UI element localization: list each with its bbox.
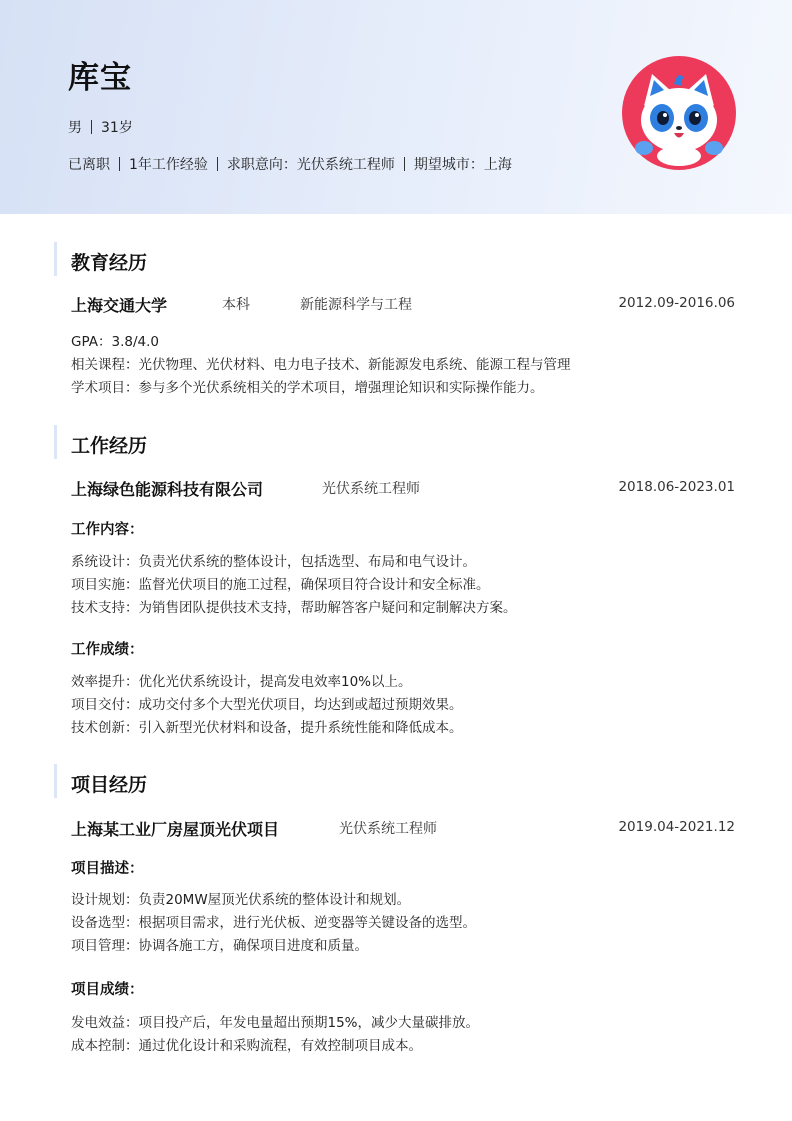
avatar	[622, 56, 736, 170]
work-achievements	[71, 671, 463, 740]
divider	[217, 157, 218, 171]
job-intent: 求职意向：光伏系统工程师	[226, 157, 395, 173]
divider	[404, 157, 405, 171]
project-name: 上海某工业厂房屋顶光伏项目	[71, 820, 280, 839]
project-date: 2019.04-2021.12	[618, 819, 735, 835]
divider	[91, 120, 92, 134]
education-line: 相关课程：光伏物理、光伏材料、电力电子技术、新能源发电系统、能源工程与管理	[71, 357, 571, 373]
major: 新能源科学与工程	[300, 297, 412, 313]
work-achievement-title: 工作成绩：	[71, 642, 144, 658]
project-desc-line: 设计规划：负责20MW屋顶光伏系统的整体设计和规划。	[71, 892, 411, 908]
education-line: GPA：3.8/4.0	[71, 334, 159, 350]
education-date: 2012.09-2016.06	[618, 295, 735, 311]
work-content	[71, 551, 517, 620]
work-achievement-line: 项目交付：成功交付多个大型光伏项目，均达到或超过预期效果。	[71, 697, 463, 713]
section-accent-bar	[54, 425, 57, 459]
section-accent-bar	[54, 764, 57, 798]
project-desc-title: 项目描述：	[71, 861, 144, 877]
job-info	[68, 154, 512, 174]
project-desc-line: 项目管理：协调各施工方，确保项目进度和质量。	[71, 938, 368, 954]
age: 31岁	[101, 120, 133, 136]
basic-info	[68, 117, 133, 137]
resume-header	[0, 0, 792, 214]
project-result-line: 成本控制：通过优化设计和采购流程，有效控制项目成本。	[71, 1038, 422, 1054]
employment-status: 已离职	[68, 157, 110, 173]
project-section-title: 项目经历	[71, 774, 148, 796]
work-content-line: 项目实施：监督光伏项目的施工过程，确保项目符合设计和安全标准。	[71, 577, 490, 593]
work-content-line: 系统设计：负责光伏系统的整体设计，包括选型、布局和电气设计。	[71, 554, 476, 570]
project-result-line: 发电效益：项目投产后，年发电量超出预期15%，减少大量碳排放。	[71, 1015, 480, 1031]
job-role: 光伏系统工程师	[322, 481, 420, 497]
project-desc-line: 设备选型：根据项目需求，进行光伏板、逆变器等关键设备的选型。	[71, 915, 476, 931]
work-content-title: 工作内容：	[71, 522, 144, 538]
project-result-title: 项目成绩：	[71, 982, 144, 998]
candidate-name: 库宝	[68, 60, 132, 96]
company-name: 上海绿色能源科技有限公司	[71, 480, 264, 499]
expected-city: 期望城市：上海	[413, 157, 512, 173]
section-accent-bar	[54, 242, 57, 276]
degree: 本科	[222, 297, 250, 313]
education-details	[71, 331, 571, 400]
education-section-title: 教育经历	[71, 252, 148, 274]
work-section-title: 工作经历	[71, 435, 148, 457]
education-line: 学术项目：参与多个光伏系统相关的学术项目，增强理论知识和实际操作能力。	[71, 380, 544, 396]
work-date: 2018.06-2023.01	[618, 479, 735, 495]
divider	[119, 157, 120, 171]
project-results	[71, 1012, 479, 1058]
school-name: 上海交通大学	[71, 296, 168, 315]
gender: 男	[68, 120, 82, 136]
project-role: 光伏系统工程师	[339, 821, 437, 837]
work-achievement-line: 技术创新：引入新型光伏材料和设备，提升系统性能和降低成本。	[71, 720, 463, 736]
project-description	[71, 889, 476, 958]
work-content-line: 技术支持：为销售团队提供技术支持，帮助解答客户疑问和定制解决方案。	[71, 600, 517, 616]
work-achievement-line: 效率提升：优化光伏系统设计，提高发电效率10%以上。	[71, 674, 412, 690]
work-experience: 1年工作经验	[129, 157, 208, 173]
